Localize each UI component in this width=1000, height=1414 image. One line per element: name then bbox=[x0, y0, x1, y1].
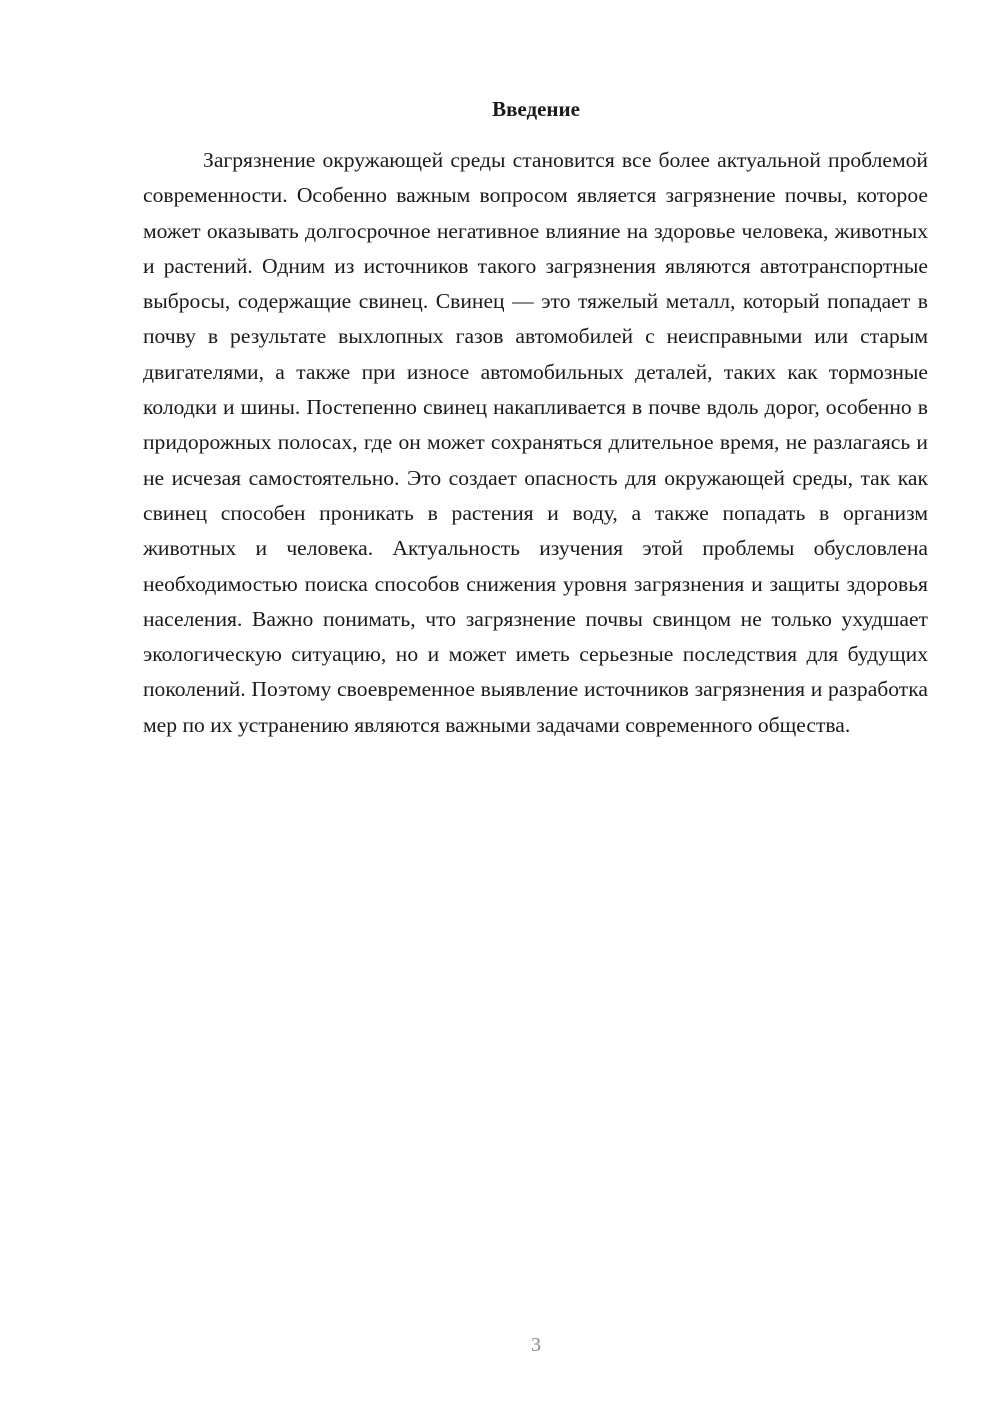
body-paragraph: Загрязнение окружающей среды становится все более актуальной проблемой современности. Особенно важным вопросом является загрязнение почвы, которое может оказывать долгосрочное негативное влияние на здоровье человека, животных и растений. Одним из источников такого загрязнения являются автотранспортные выбросы, содержащие свинец. Свинец — это тяжелый металл, который попадает в почву в результате выхлопных газов автомобилей с неисправными или старым двигателями, а также при износе автомобильных деталей, таких как тормозные колодки и шины. Постепенно свинец накапливается в почве вдоль дорог, особенно в придорожных полосах, где он может сохраняться длительное время, не разлагаясь и не исчезая самостоятельно. Это создает опасность для окружающей среды, так как свинец способен проникать в растения и воду, а также попадать в организм животных и человека. Актуальность изучения этой проблемы обусловлена необходимостью поиска способов снижения уровня загрязнения и защиты здоровья населения. Важно понимать, что загрязнение почвы свинцом не только ухудшает экологическую ситуацию, но и может иметь серьезные последствия для будущих поколений. Поэтому своевременное выявление источников загрязнения и разработка мер по их устранению являются важными задачами современного общества. bbox=[143, 148, 928, 737]
section-heading: Введение bbox=[492, 97, 580, 121]
page-number: 3 bbox=[531, 1334, 541, 1356]
